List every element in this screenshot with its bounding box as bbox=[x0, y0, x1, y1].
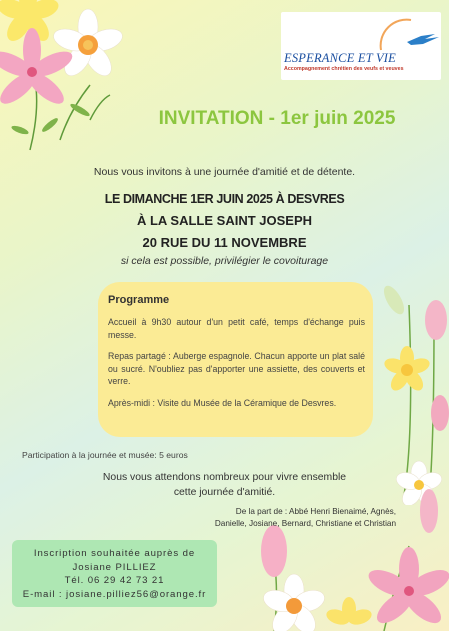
contact-line: Inscription souhaitée auprès de bbox=[33, 548, 196, 559]
intro-text: Nous vous invitons à une journée d'amitié et de détente. bbox=[93, 166, 356, 178]
logo-tagline: Accompagnement chrétien des veufs et veuves bbox=[284, 66, 404, 72]
flowers-top-left-decoration bbox=[0, 0, 140, 160]
event-address: 20 RUE DU 11 NOVEMBRE bbox=[142, 235, 307, 250]
event-date: LE DIMANCHE 1ER JUIN 2025 À DESVRES bbox=[104, 192, 345, 206]
carpool-note: si cela est possible, privilégier le covoiturage bbox=[120, 255, 329, 267]
programme-heading: Programme bbox=[108, 294, 170, 306]
event-venue: À LA SALLE SAINT JOSEPH bbox=[136, 213, 313, 228]
programme-item: Repas partagé : Auberge espagnole. Chacun apporte un plat salé ou sucré. N'oubliez pas d'apporter une assiette, des couverts et verre. bbox=[108, 351, 365, 386]
signature-line: De la part de : Abbé Henri Bienaimé, Agnès, bbox=[235, 507, 396, 516]
signature-line: Danielle, Josiane, Bernard, Christiane et Christian bbox=[214, 519, 396, 528]
programme-item: Après-midi : Visite du Musée de la Céramique de Desvres. bbox=[108, 397, 337, 408]
logo-name: ESPERANCE ET VIE bbox=[284, 51, 396, 65]
programme-box bbox=[98, 282, 373, 437]
contact-phone: Tél. 06 29 42 73 21 bbox=[64, 575, 165, 586]
contact-name: Josiane PILLIEZ bbox=[72, 561, 157, 573]
page-title: INVITATION - 1er juin 2025 bbox=[158, 108, 396, 129]
programme-item: Accueil à 9h30 autour d'un petit café, temps d'échange puis messe. bbox=[108, 317, 365, 340]
contact-box bbox=[12, 540, 217, 607]
contact-email: E-mail : josiane.pilliez56@orange.fr bbox=[22, 588, 207, 600]
closing-line: Nous vous attendons nombreux pour vivre ensemble bbox=[102, 472, 347, 483]
bird-logo-icon bbox=[281, 12, 441, 52]
closing-line: cette journée d'amitié. bbox=[173, 487, 276, 498]
participation-fee: Participation à la journée et musée: 5 euros bbox=[22, 450, 188, 460]
